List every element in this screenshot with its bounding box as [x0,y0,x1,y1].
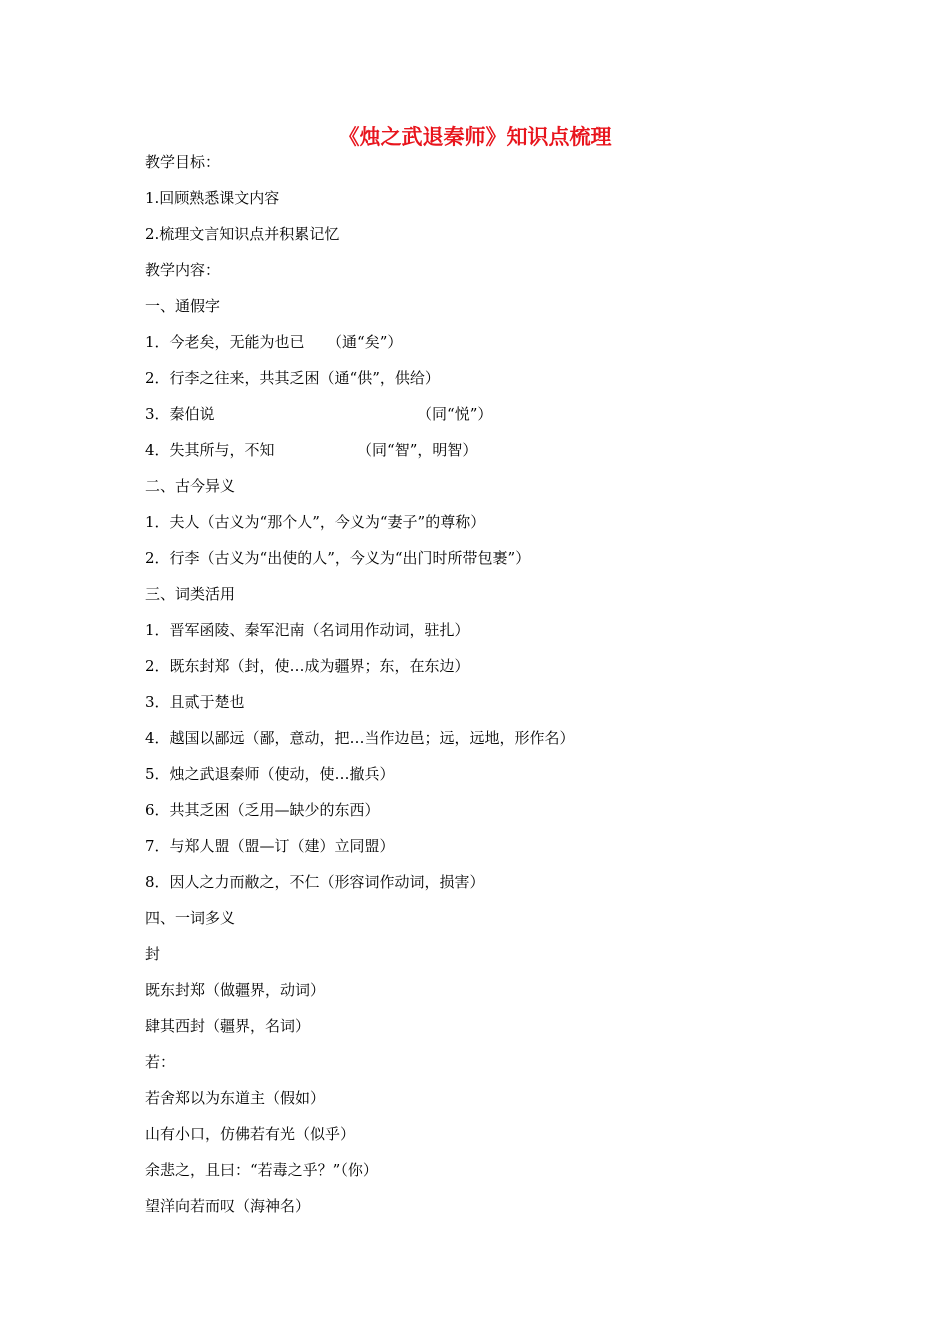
document-line: 2.梳理文言知识点并积累记忆 [145,225,340,243]
document-title: 《烛之武退秦师》知识点梳理 [338,125,612,149]
document-line: 肆其西封（疆界，名词） [145,1017,311,1035]
document-line: 既东封郑（做疆界，动词） [145,981,326,999]
document-line: 望洋向若而叹（海神名） [145,1197,311,1215]
document-line: 8．因人之力而敝之，不仁（形容词作动词，损害） [145,873,485,891]
document-line: 1．夫人（古义为“那个人”，今义为“妻子”的尊称） [145,513,486,531]
document-line: 7．与郑人盟（盟—订（建）立同盟） [145,837,395,855]
document-body [145,150,845,1230]
document-line: 2．行李之往来，共其乏困（通“供”，供给） [145,369,440,387]
document-line: 教学目标： [145,153,221,171]
document-line: 若： [145,1053,176,1071]
document-line: 教学内容： [145,261,221,279]
document-line: 若舍郑以为东道主（假如） [145,1089,326,1107]
document-line: 1.回顾熟悉课文内容 [145,189,280,207]
document-line: 封 [145,945,161,963]
document-line: 5．烛之武退秦师（使动，使…撤兵） [145,765,395,783]
document-line: 1．今老矣，无能为也已 （通“矣”） [145,333,403,351]
document-line: 余悲之，且曰：“若毒之乎？”（你） [145,1161,378,1179]
document-line: 四、一词多义 [145,909,236,927]
document-line: 4．失其所与，不知 （同“智”，明智） [145,441,478,459]
document-line: 2．行李（古义为“出使的人”，今义为“出门时所带包裹”） [145,549,531,567]
document-line: 3．秦伯说 （同“悦”） [145,405,493,423]
document-line: 1．晋军函陵、秦军汜南（名词用作动词，驻扎） [145,621,470,639]
document-line: 2．既东封郑（封，使…成为疆界；东，在东边） [145,657,470,675]
document-line: 4．越国以鄙远（鄙，意动，把…当作边邑；远，远地，形作名） [145,729,575,747]
document-line: 3．且贰于楚也 [145,693,245,711]
document-line: 二、古今异义 [145,477,236,495]
document-line: 山有小口，仿佛若有光（似乎） [145,1125,356,1143]
document-line: 三、词类活用 [145,585,236,603]
document-line: 6．共其乏困（乏用—缺少的东西） [145,801,380,819]
document-line: 一、通假字 [145,297,221,315]
